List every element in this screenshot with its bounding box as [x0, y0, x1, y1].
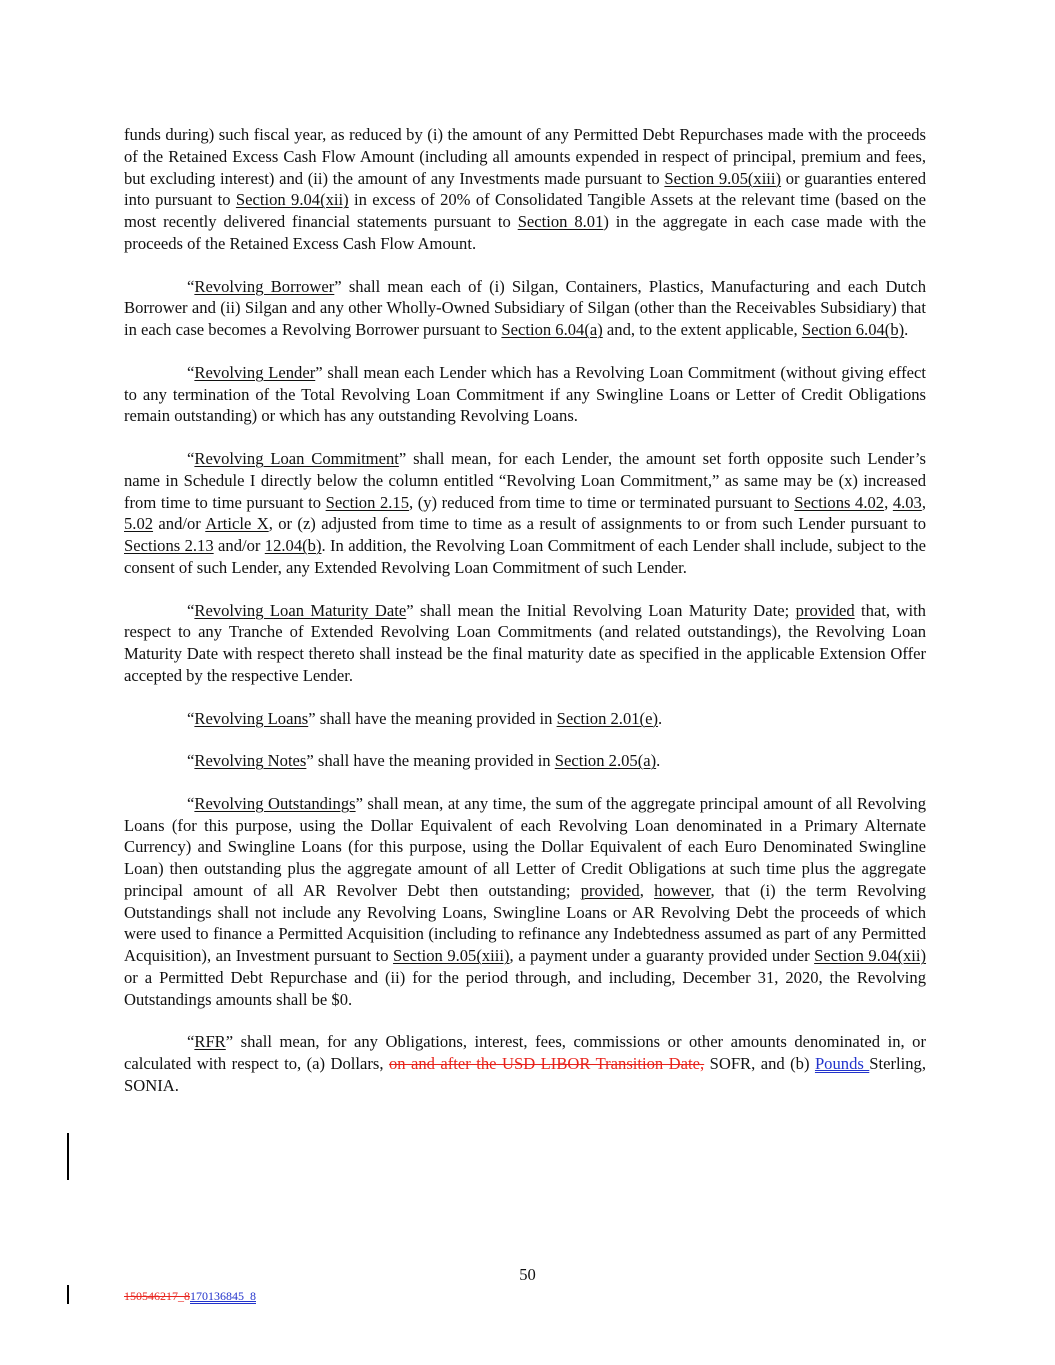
text-run: that, with respect to any Tranche of Extended Revolving Loan Commitments (and related outstandings), the Revolving Loan Maturity Date with respect thereto shall instead be the final maturity date as specified in the applicable Extension Offer accepted by the respective Lender. — [124, 600, 926, 685]
change-bar-rfr — [67, 1133, 69, 1180]
underlined-term: Section 2.05(a) — [554, 751, 657, 771]
underlined-term: Section 2.01(e) — [556, 708, 658, 728]
definition-revolving-borrower — [124, 276, 926, 341]
text-run: SOFR, and (b) — [704, 1054, 815, 1074]
text-run: and, to the extent applicable, — [602, 320, 802, 340]
definition-revolving-notes — [124, 750, 926, 772]
text-run: “ — [187, 362, 195, 382]
text-run: ) in the aggregate in each case made with the proceeds of the Retained Excess Cash Flow Amount. — [124, 212, 926, 253]
text-run: , — [884, 492, 893, 512]
underlined-term: Revolving Outstandings — [194, 793, 356, 813]
definition-rfr — [124, 1031, 926, 1096]
text-run: funds during) such fiscal year, as reduced by (i) the amount of any Permitted Debt Repurchases made with the proceeds of the Retained Excess Cash Flow Amount (including all amounts expended in respect of principal, premium and fees, but excluding interest) and (ii) the amount of any Investments made pursuant to — [124, 125, 926, 188]
text-run: , — [639, 880, 655, 900]
text-run: ” shall mean, for each Lender, the amount set forth opposite such Lender’s name in Schedule I directly below the column entitled “Revolving Loan Commitment,” as same may be (x) increased from time to time pursuant to — [124, 448, 926, 512]
page-number: 50 — [519, 1265, 536, 1284]
underlined-term: Revolving Borrower — [194, 276, 335, 296]
underlined-term: 4.03 — [892, 492, 922, 512]
inserted-text: Pounds — [814, 1054, 870, 1074]
text-run: “ — [187, 276, 195, 296]
text-run: and/or — [213, 536, 265, 556]
text-run: ” shall have the meaning provided in — [308, 708, 557, 728]
text-run: “ — [187, 600, 195, 620]
underlined-term: provided — [795, 600, 855, 620]
text-run: , or (z) adjusted from time to time as a result of assignments to or from such Lender pursuant to — [268, 514, 926, 534]
definition-revolving-lender — [124, 362, 926, 427]
text-run: ” shall mean each of (i) Silgan, Containers, Plastics, Manufacturing and each Dutch Borrower and (ii) Silgan and any other Wholly-Owned Subsidiary of Silgan (other than the Receivables Subsidiary) that in each case becomes a Revolving Borrower pursuant to — [124, 276, 927, 340]
text-run: . In addition, the Revolving Loan Commitment of each Lender shall include, subject to the consent of such Lender, any Extended Revolving Loan Commitment of such Lender. — [124, 536, 926, 577]
underlined-term: Section 8.01 — [517, 212, 604, 232]
text-run: Sterling, SONIA. — [124, 1054, 926, 1096]
document-body — [124, 124, 926, 1118]
text-run: , (y) reduced from time to time or terminated pursuant to — [409, 492, 795, 512]
text-run: “ — [187, 793, 195, 813]
underlined-term: 12.04(b) — [264, 536, 322, 556]
text-run: ” shall mean, at any time, the sum of the aggregate principal amount of all Revolving Loans (for this purpose, using the Dollar Equivalent of each Revolving Loan denominated in a Primary Alternate Currency) and Swingline Loans (for this purpose, using the Dollar Equivalent of each Euro Denominated Swingline Loan) then outstanding plus the aggregate amount of all Letter of Credit Obligations at such time plus the aggregate principal amount of all AR Revolver Debt then outstanding; — [124, 793, 926, 900]
definition-revolving-loan-commitment — [124, 448, 926, 579]
underlined-term: Sections 4.02 — [794, 492, 885, 512]
definition-revolving-loan-maturity-date — [124, 600, 926, 687]
text-run: . — [657, 708, 663, 728]
text-run: ” shall have the meaning provided in — [306, 751, 555, 771]
underlined-term: Revolving Loan Maturity Date — [194, 600, 407, 620]
underlined-term: RFR — [194, 1032, 226, 1052]
text-run: , — [921, 492, 927, 512]
underlined-term: Section 9.04(xii) — [235, 190, 349, 210]
underlined-term: Section 9.04(xii) — [814, 946, 927, 966]
underlined-term: Sections 2.13 — [124, 536, 214, 556]
underlined-term: Section 2.15 — [325, 492, 410, 512]
text-run: “ — [187, 1032, 195, 1052]
underlined-term: Section 6.04(b) — [801, 320, 905, 340]
text-run: . — [656, 751, 661, 771]
definition-retained-ecf-continuation — [124, 124, 926, 255]
underlined-term: Revolving Notes — [194, 751, 307, 771]
underlined-term: provided — [580, 880, 640, 900]
underlined-term: Section 6.04(a) — [501, 320, 603, 340]
underlined-term: 5.02 — [124, 514, 154, 534]
underlined-term: Article X — [205, 514, 269, 534]
text-run: ” shall mean, for any Obligations, interest, fees, commissions or other amounts denominated in, or calculated with respect to, (a) Dollars, — [124, 1032, 926, 1074]
text-run: “ — [187, 708, 195, 728]
underlined-term: however — [654, 880, 711, 900]
document-id-inserted: 170136845_8 — [190, 1289, 256, 1303]
definition-revolving-outstandings — [124, 793, 926, 1011]
text-run: ” shall mean each Lender which has a Revolving Loan Commitment (without giving effect to any termination of the Total Revolving Loan Commitment if any Swingline Loans or Letter of Credit Obligations remain outstanding) or which has any outstanding Revolving Loans. — [124, 362, 926, 426]
text-run: in excess of 20% of Consolidated Tangible Assets at the relevant time (based on the most recently delivered financial statements pursuant to — [124, 190, 926, 232]
change-bar-footer — [67, 1285, 69, 1304]
text-run: or guaranties entered into pursuant to — [124, 168, 927, 210]
text-run: “ — [187, 751, 195, 771]
underlined-term: Section 9.05(xiii) — [393, 946, 510, 966]
text-run: ” shall mean the Initial Revolving Loan Maturity Date; — [406, 600, 796, 620]
text-run: or a Permitted Debt Repurchase and (ii) for the period through, and including, December 31, 2020, the Revolving Outstandings amounts shall be $0. — [124, 968, 926, 1009]
text-run: , a payment under a guaranty provided under — [509, 946, 815, 966]
text-run: “ — [187, 448, 195, 468]
text-run: . — [904, 320, 909, 340]
underlined-term: Revolving Loans — [194, 708, 309, 728]
definition-revolving-loans — [124, 708, 926, 730]
underlined-term: Section 9.05(xiii) — [664, 168, 782, 188]
underlined-term: Revolving Lender — [194, 362, 316, 382]
text-run: , that (i) the term Revolving Outstandings shall not include any Revolving Loans, Swingline Loans or AR Revolving Debt the proceeds of which were used to finance a Permitted Acquisition (including to refinance any Indebtedness assumed as part of any Permitted Acquisition), an Investment pursuant to — [124, 880, 926, 966]
document-id — [124, 1289, 256, 1303]
underlined-term: Revolving Loan Commitment — [194, 448, 399, 468]
document-id-deleted: 150546217_8 — [124, 1289, 190, 1303]
deleted-text: on and after the USD LIBOR Transition Date, — [388, 1054, 705, 1074]
text-run: and/or — [153, 514, 206, 534]
